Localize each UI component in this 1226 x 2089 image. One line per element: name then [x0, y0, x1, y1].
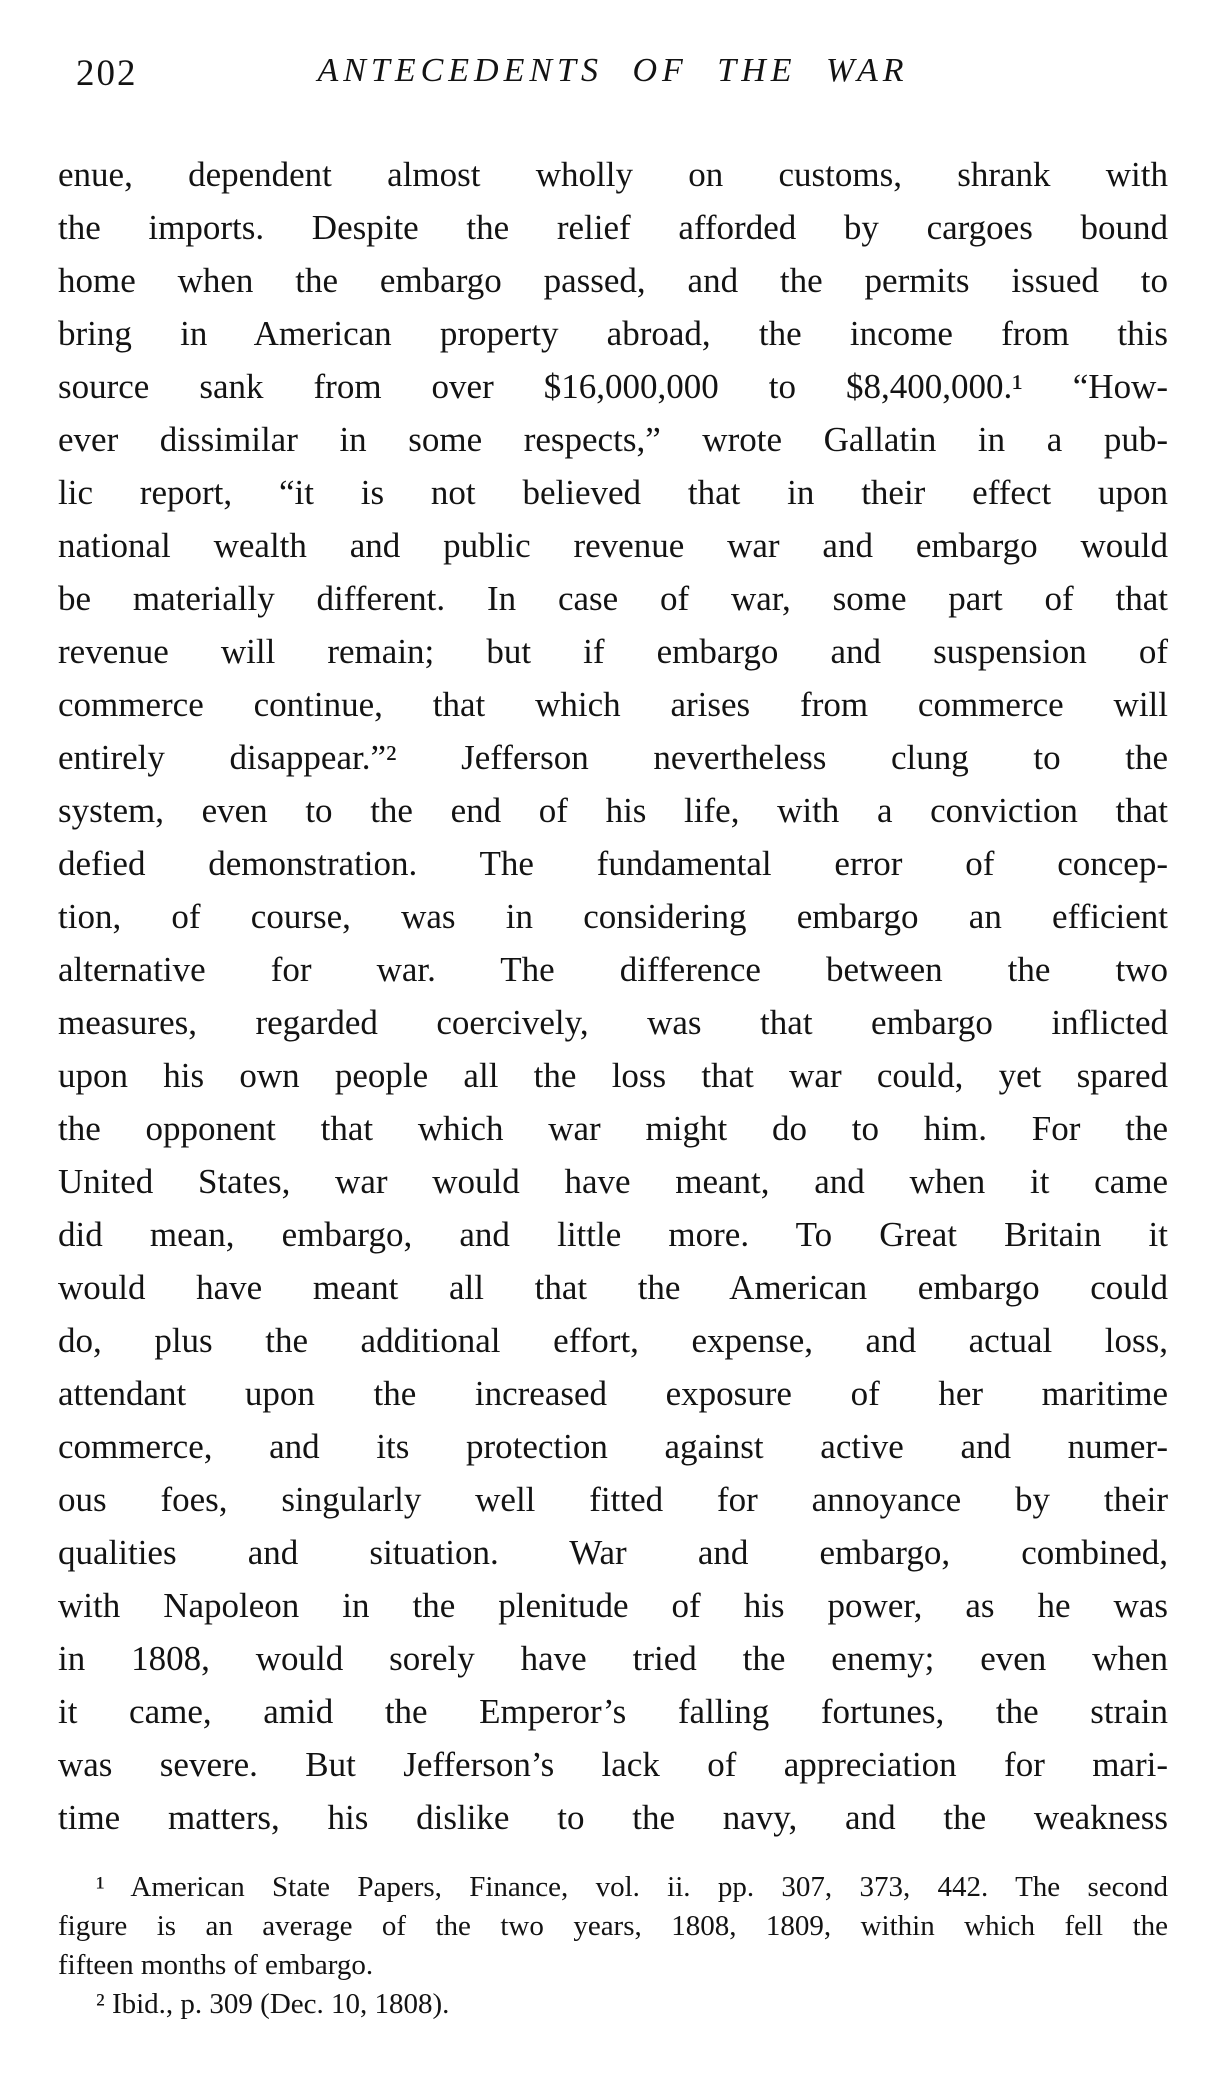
text-line: entirely disappear.”² Jefferson nevertheless clung to the	[58, 738, 1168, 777]
text-line: United States, war would have meant, and when it came	[58, 1162, 1168, 1201]
text-line: was severe. But Jefferson’s lack of appreciation for mari-	[58, 1745, 1168, 1784]
text-line: ous foes, singularly well fitted for annoyance by their	[58, 1480, 1168, 1519]
text-line: commerce, and its protection against active and numer-	[58, 1427, 1168, 1466]
text-line: the imports. Despite the relief afforded by cargoes bound	[58, 208, 1168, 247]
text-line: upon his own people all the loss that war could, yet spared	[58, 1056, 1168, 1095]
text-line: defied demonstration. The fundamental error of concep-	[58, 844, 1168, 883]
text-line: measures, regarded coercively, was that embargo inflicted	[58, 1003, 1168, 1042]
text-line: it came, amid the Emperor’s falling fortunes, the strain	[58, 1692, 1168, 1731]
text-line: revenue will remain; but if embargo and suspension of	[58, 632, 1168, 671]
text-line: time matters, his dislike to the navy, and the weakness	[58, 1798, 1168, 1837]
text-line: lic report, “it is not believed that in their effect upon	[58, 473, 1168, 512]
page-header	[58, 52, 1168, 100]
text-line: attendant upon the increased exposure of her maritime	[58, 1374, 1168, 1413]
text-line: the opponent that which war might do to him. For the	[58, 1109, 1168, 1148]
text-line: ever dissimilar in some respects,” wrote Gallatin in a pub-	[58, 420, 1168, 459]
text-line: source sank from over $16,000,000 to $8,400,000.¹ “How-	[58, 367, 1168, 406]
text-line: in 1808, would sorely have tried the enemy; even when	[58, 1639, 1168, 1678]
text-line: with Napoleon in the plenitude of his power, as he was	[58, 1586, 1168, 1625]
footnote-line: ² Ibid., p. 309 (Dec. 10, 1808).	[96, 1988, 450, 2020]
running-head: ANTECEDENTS OF THE WAR	[317, 52, 909, 89]
text-line: did mean, embargo, and little more. To Great Britain it	[58, 1215, 1168, 1254]
text-line: commerce continue, that which arises from commerce will	[58, 685, 1168, 724]
text-line: tion, of course, was in considering embargo an efficient	[58, 897, 1168, 936]
footnotes	[58, 1868, 1168, 2024]
text-line: would have meant all that the American embargo could	[58, 1268, 1168, 1307]
footnote-line: figure is an average of the two years, 1808, 1809, within which fell the	[58, 1910, 1168, 1942]
footnote-line: fifteen months of embargo.	[58, 1949, 374, 1981]
body-text	[58, 148, 1168, 1844]
text-line: do, plus the additional effort, expense, and actual loss,	[58, 1321, 1168, 1360]
footnote-line: ¹ American State Papers, Finance, vol. ii. pp. 307, 373, 442. The second	[96, 1871, 1168, 1903]
text-line: enue, dependent almost wholly on customs, shrank with	[58, 155, 1168, 194]
text-line: national wealth and public revenue war and embargo would	[58, 526, 1168, 565]
page-number: 202	[76, 53, 138, 94]
text-line: system, even to the end of his life, with a conviction that	[58, 791, 1168, 830]
text-line: home when the embargo passed, and the permits issued to	[58, 261, 1168, 300]
text-line: alternative for war. The difference between the two	[58, 950, 1168, 989]
text-line: bring in American property abroad, the income from this	[58, 314, 1168, 353]
text-line: qualities and situation. War and embargo, combined,	[58, 1533, 1168, 1572]
text-line: be materially different. In case of war, some part of that	[58, 579, 1168, 618]
